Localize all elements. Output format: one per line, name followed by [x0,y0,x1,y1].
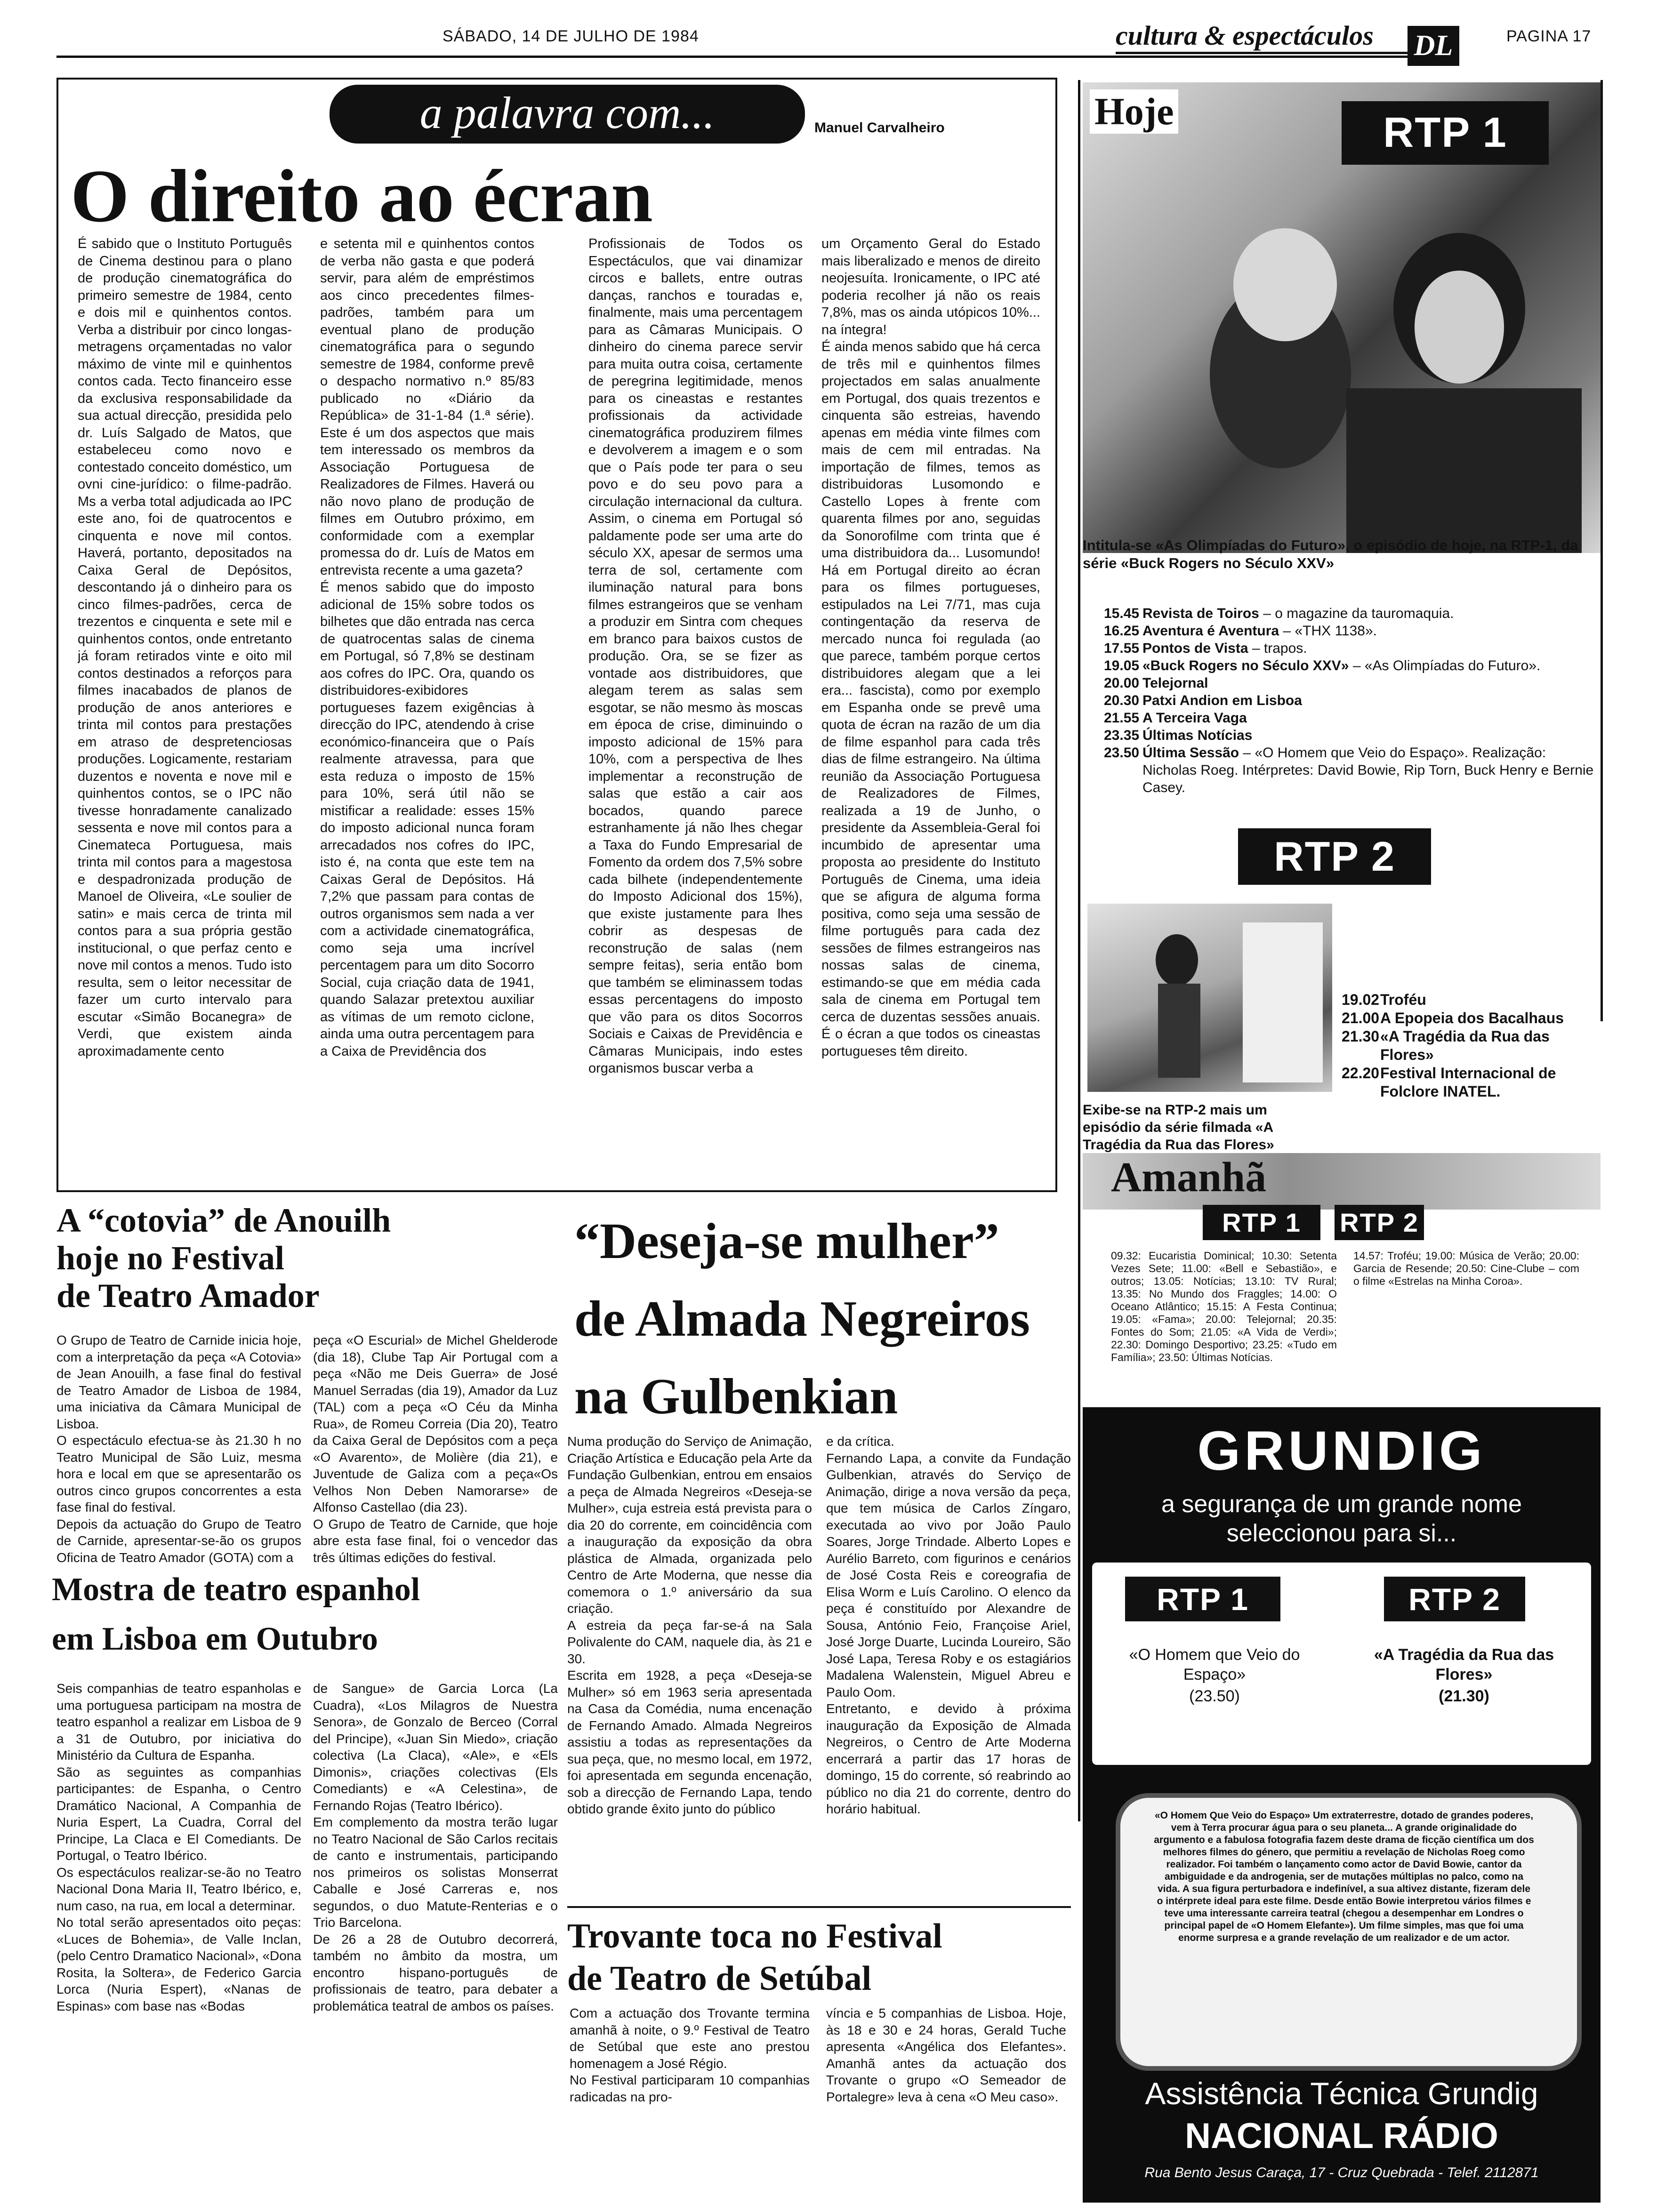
rtp1-schedule-program: A Terceira Vaga [1142,710,1247,726]
rtp2-schedule-program: Troféu [1380,991,1426,1008]
rtp1-schedule-time: 21.55 [1104,710,1140,726]
trovante-headline-2: de Teatro de Setúbal [567,1959,872,1998]
rtp2-schedule-row [1342,1009,1601,1027]
grundig-rtp2-film: «A Tragédia da Rua das Flores» [1374,1646,1554,1683]
rtp1-schedule-program: Última Sessão – «O Homem que Veio do Espaço». Realização: Nicholas Roeg. Intérpretes: David Bowie, Rip Torn, Buck Henry e Bernie Casey. [1142,745,1594,795]
grundig-rtp2-time: (21.30) [1439,1687,1489,1705]
rtp1-logo: RTP 1 [1342,101,1549,165]
trovante-col-2: víncia e 5 companhias de Lisboa. Hoje, às 18 e 30 e 24 horas, Gerald Tuche apresenta «Angélica dos Elefantes». Amanhã antes da actuação dos Trovante o grupo «O Semeador de Portalegre» leva à cena «O Meu caso». [826,2006,1066,2104]
rtp2-schedule-program: «A Tragédia da Rua das Flores» [1380,1028,1550,1063]
rtp1-schedule-time: 16.25 [1104,623,1140,639]
grundig-rtp2-logo: RTP 2 [1384,1577,1525,1621]
rtp2-schedule-time: 22.20 [1342,1065,1380,1082]
header-rule-section [1116,52,1408,54]
tv-section-right-rule [1601,80,1603,1021]
mostra-headline-2: em Lisboa em Outubro [52,1621,378,1657]
main-article-col-4: um Orçamento Geral do Estado mais liberalizado e menos de direito neojesuíta. Ironicamente, o IPC até poderia recolher já não os reais 7,8%, mas os ainda utópicos 10%... na íntegra! É ainda menos sabido que há cerca de três mil e quinhentos filmes projectados em salas anualmente em Portugal, dos quais trezentos e cinquenta são estreias, havendo apenas em média vinte filmes com mais de cem mil entradas. Na importação de filmes, temos as distribuidoras Lusomondo e Castello Lopes à frente com quarenta filmes por ano, seguidas da Sonorofilme com trinta que é uma distribuidora da... Lusomundo! Há em Portugal direito ao écran para os filmes portugueses, estipulados na Lei 7/71, mas cuja contingentação da reserva de mercado nunca foi regulada (ao que parece, também porque certos distribuidores alegam que a lei era... fascista), como por exemplo em Espanha onde se prevê uma quota de écran na razão de um dia de filme espanhol para cada três dias de filme estrangeiro. Na última reunião da Associação Portuguesa de Realizadores de Filmes, realizada a 19 de Junho, o presidente da Assembleia-Geral foi incumbido de apresentar uma proposta ao presidente do Instituto Português de Cinema, uma ideia que se afigura de alguma forma positiva, como seja uma sessão de filme português para cada dez sessões de filmes estrangeiros nas nossas salas de cinema, estimando-se que em média cada sala de cinema em Portugal tem cerca de duzentas sessões anuais. É o écran a que todos os cineastas portugueses têm direito. [821,236,1040,1059]
photo-caption: Intitula-se «As Olimpíadas do Futuro», o episódio de hoje, na RTP-1, da série «Buck Rogers no Século XXV» [1083,537,1578,571]
rtp1-schedule-time: 19.05 [1104,658,1140,673]
main-article-col-3: Profissionais de Todos os Espectáculos, que vai dinamizar circos e ballets, entre outras danças, ranchos e touradas e, finalmente, mais uma percentagem para as Câmaras Municipais. O dinheiro do cinema parece servir para muita outra coisa, certamente de peregrina legitimidade, menos para os cineastas e restantes profissionais da actividade cinematográfica produzirem filmes e devolverem a imagem e o som que o País pode ter para o seu povo e do seu povo para a circulação internacional da cultura. Assim, o cinema em Portugal só paldamente pode ser uma arte do século XX, apesar de sermos uma terra de sol, certamente com iluminação natural para bons filmes estrangeiros que se venham a produzir em Sintra com cheques em branco para baixos custos de produção. Ora, se se fizer as vontade aos distribuidores, que alegam terem as salas sem esgotar, se não mesmo às moscas em época de crise, diminuindo o imposto adicional de 15% para 10%, com a perspectiva de lhes implementar a reconstrução de salas que estão a cair aos bocados, quando parece estranhamente já não lhes chegar a Taxa do Fundo Empresarial de Fomento da ordem dos 7,5% sobre cada bilhete (independentemente do Imposto Adicional dos 15%), que existe justamente para lhes cobrir as despesas de reconstrução de salas (nem sempre feitas), seria então bom que também se eliminassem todas essas percentagens do imposto que vão para os ditos Socorros Sociais e Caixas de Previdência e Câmaras Municipais, indo estes organismos buscar verba a [588,236,803,1076]
rtp1-schedule-row [1104,727,1603,744]
trovante-rule [567,1906,1071,1908]
rtp1-schedule-time: 15.45 [1104,606,1140,621]
cotovia-headline-2: hoje no Festival [56,1239,284,1277]
grundig-rtp1-film: «O Homem que Veio do Espaço» [1129,1646,1300,1683]
mostra-col-2: de Sangue» de Garcia Lorca (La Cuadra), «Los Milagros de Nuestra Senora», de Gonzalo de Berceo (Corral del Principe), «Juan Sin Miedo», criação colectiva (La Claca), «Ale», e «Els Dimonis», criações colectivas (Els Comediants) e «A Celestina», de Fernando Rojas (Teatro Ibérico). Em complemento da mostra terão lugar no Teatro Nacional de São Carlos recitais de canto e instrumentais, participando nos primeiros os solistas Monserrat Caballe e José Carreras e, nos segundos, o duo Matute-Renterias e o Trio Barcelona. De 26 a 28 de Outubro decorrerá, também no âmbito da mostra, um encontro hispano-português de profissionais de teatro, para debater a problemática teatral de ambos os países. [313,1681,558,2013]
rtp1-schedule-row [1104,692,1603,709]
rtp2-schedule-time: 21.00 [1342,1010,1380,1026]
tv-section-divider [1078,80,1080,1821]
rtp1-schedule-time: 20.00 [1104,675,1140,691]
rtp2-caption: Exibe-se na RTP-2 mais um episódio da série filmada «A Tragédia da Rua das Flores» [1083,1102,1274,1153]
rtp1-schedule-row [1104,674,1603,692]
amanha-rtp1-schedule: 09.32: Eucaristia Dominical; 10.30: Setenta Vezes Sete; 11.00: «Bell e Sebastião», e outros; 13.05: Notícias; 13.10: TV Rural; 13.35: No Mundo dos Fraggles; 14.00: O Oceano Atlântico; 15.15: A Festa Continua; 19.05: «Fama»; 20.00: Telejornal; 20.35: Fontes do Som; 21.05: «A Vida de Verdi»; 22.30: Domingo Desportivo; 23.25: «Tudo em Família»; 23.50: Últimas Notícias. [1111,1250,1337,1363]
grundig-rtp1-logo: RTP 1 [1125,1577,1280,1621]
rtp1-schedule-row [1104,657,1603,674]
amanha-rtp2-schedule: 14.57: Troféu; 19.00: Música de Verão; 20.00: Garcia de Resende; 20.50: Cine-Clube – com o filme «Estrelas na Minha Coroa». [1353,1250,1579,1287]
grundig-company: NACIONAL RÁDIO [1185,2116,1498,2156]
rtp1-schedule-time: 17.55 [1104,641,1140,656]
cotovia-headline-1: A “cotovia” de Anouilh [56,1202,391,1239]
rtp2-schedule-time: 21.30 [1342,1028,1380,1045]
rtp1-schedule-program: Aventura é Aventura – «THX 1138». [1142,623,1377,639]
grundig-ad [1083,1407,1601,2203]
rtp1-schedule-program: Pontos de Vista – trapos. [1142,641,1307,656]
grundig-tagline: a segurança de um grande nome seleccionou para si... [1161,1491,1522,1547]
trovante-headline-1: Trovante toca no Festival [567,1917,942,1956]
rtp2-logo: RTP 2 [1238,828,1431,885]
rtp2-photo [1087,904,1332,1092]
rtp2-schedule-row [1342,1027,1601,1064]
header-rule [56,56,1408,58]
rtp1-schedule-program: «Buck Rogers no Século XXV» – «As Olimpíadas do Futuro». [1142,658,1541,673]
grundig-service: Assistência Técnica Grundig [1145,2076,1538,2111]
rtp1-schedule-time: 23.35 [1104,728,1140,743]
cotovia-headline-3: de Teatro Amador [56,1277,320,1314]
rtp2-schedule-time: 19.02 [1342,991,1380,1008]
date-line: SÁBADO, 14 DE JULHO DE 1984 [442,27,699,45]
main-article-col-1: É sabido que o Instituto Português de Cinema destinou para o plano de produção cinematográfica do primeiro semestre de 1984, cento e dois mil e quinhentos contos. Verba a distribuir por cinco longas-metragens orçamentadas no valor máximo de vinte mil e quinhentos contos cada. Tecto financeiro esse da exclusiva responsabilidade da sua actual direcção, presidida pelo dr. Luís Salgado de Matos, que estabeleceu como novo e contestado conceito doméstico, um ovni cine-jurídico: o filme-padrão. Ms a verba total adjudicada ao IPC este ano, foi de quatrocentos e cinquenta e nove mil contos. Haverá, portanto, depositados na Caixa Geral de Depósitos, descontando já o dinheiro para os cinco filmes-padrões, cerca de trezentos e cinquenta e sete mil e quinhentos contos, onde entretanto já foram retirados vinte e oito mil contos destinados a reforços para filmes inacabados de planos de produção de anos anteriores e trinta mil contos para prestações em atraso de despretenciosas produções. Logicamente, restariam duzentos e noventa e nove mil e quinhentos contos, se o IPC não tivesse honradamente canalizado sessenta e nove mil contos para a Cinemateca Portuguesa, mais trinta mil contos para a magestosa e despadronizada produção de Manoel de Oliveira, «Le soulier de satin» e mais cerca de trinta mil contos para a sua própria gestão institucional, o que perfaz cento e nove mil contos a menos. Tudo isto resulta, sem o leitor necessitar de fazer um curto intervalo para escutar «Simão Bocanegra» de Verdi, que existem ainda aproximadamente cento [78,236,292,1059]
rtp1-schedule-time: 20.30 [1104,693,1140,708]
amanha-rtp1-logo: RTP 1 [1203,1205,1320,1240]
amanha-label: Amanhã [1111,1154,1267,1201]
section-title: cultura & espectáculos [1116,20,1374,51]
rtp1-schedule-program: Revista de Toiros – o magazine da tauromaquia. [1142,606,1454,621]
grundig-address: Rua Bento Jesus Caraça, 17 - Cruz Quebrada - Telef. 2112871 [1144,2165,1539,2180]
rtp1-schedule-row [1104,605,1603,622]
main-article-col-2: e setenta mil e quinhentos contos de verba não gasta e que poderá servir, para além de empréstimos aos cinco precedentes filmes-padrões, também para um eventual plano de produção cinematográfica para o segundo semestre de 1984, conforme prevê o despacho normativo n.º 85/83 publicado no «Diário da República» de 31-1-84 (1.ª série). Este é um dos aspectos que mais tem interessado os membros da Associação Portuguesa de Realizadores de Filmes. Haverá ou não novo plano de produção de filmes em Outubro próximo, em conformidade com a exemplar promessa do dr. Luís de Matos em entrevista recente a uma gazeta? É menos sabido que do imposto adicional de 15% sobre todos os bilhetes que dão entrada nas cerca de quatrocentas salas de cinema em Portugal, só 7,8% se destinam aos cofres do IPC. Ora, quando os distribuidores-exibidores portugueses fazem exigências à direcção do IPC, atendendo à crise económico-financeira que o País realmente atravessa, para que esta reduza o imposto de 15% para 10%, será útil não se mistificar a realidade: esses 15% do imposto adicional nunca foram arrecadados nos cofres do IPC, isto é, na conta que este tem na Caixas Geral de Depósitos. Há 7,2% que passam para contas de outros organismos sem nada a ver com a actividade cinematográfica, como seja uma incrível percentagem para um dito Socorro Social, cuja criação data de 1941, quando Salazar pretextou auxiliar as vítimas de um remoto ciclone, ainda uma outra percentagem para a Caixa de Previdência dos [320,236,534,1059]
almada-col-2: e da crítica. Fernando Lapa, a convite da Fundação Gulbenkian, através do Serviço de Animação, dirige a nova versão da peça, que tem música de Carlos Zíngaro, executada ao vivo por João Paulo Soares, Jorge Trindade. Alberto Lopes e Aurélio Barreto, com figurinos e cenários de José Costa Reis e coreografia de Elisa Worm e Luís Carolino. O elenco da peça é constituído por Alexandre de Sousa, António Feio, Françoise Ariel, José Jorge Duarte, Lucinda Loureiro, São José Lapa, Teresa Roby e os estagiários Madalena Walenstein, Miguel Abreu e Paulo Oom. Entretanto, e devido à próxima inauguração da Exposição de Almada Negreiros, o Centro de Arte Moderna encerrará a partir das 17 horas de domingo, 15 do corrente, só reabrindo ao público no dia 21 do corrente, dentro do horário habitual. [826,1434,1071,1816]
mostra-col-1: Seis companhias de teatro espanholas e uma portuguesa participam na mostra de teatro espanhol a realizar em Lisboa de 9 a 31 de Outubro, por iniciativa do Ministério da Cultura de Espanha. São as seguintes as companhias participantes: de Espanha, o Centro Dramático Nacional, A Companhia de Nuria Espert, La Cuadra, Corral del Principe, La Claca e El Comediants. De Portugal, o Teatro Ibérico. Os espectáculos realizar-se-ão no Teatro Nacional Dona Maria II, Teatro Ibérico, e, num caso, na rua, em local a determinar. No total serão apresentados oito peças: «Luces de Bohemia», de Valle Inclan, (pelo Centro Dramatico Nacional», «Dona Rosita, la Soltera», de Federico Garcia Lorca (Nuria Espert), «Nanas de Espinas» com base nas «Bodas [56,1681,301,2013]
rtp1-schedule-row [1104,622,1603,640]
grundig-rtp1-time: (23.50) [1189,1687,1240,1705]
main-headline: O direito ao écran [71,154,653,238]
almada-headline-1: “Deseja-se mulher” [574,1213,999,1269]
rtp2-schedule-row [1342,1064,1601,1101]
cotovia-col-1: O Grupo de Teatro de Carnide inicia hoje, com a interpretação da peça «A Cotovia» de Jean Anouilh, a fase final do festival de Teatro Amador de Lisboa de 1984, uma iniciativa da Câmara Municipal de Lisboa. O espectáculo efectua-se às 21.30 h no Teatro Municipal de São Luiz, mesma hora e local em que se apresentarão os outros cinco grupos concorrentes a esta fase final do festival. Depois da actuação do Grupo de Teatro de Carnide, apresentar-se-ão os grupos Oficina de Teatro Amador (GOTA) com a [56,1333,301,1565]
almada-headline-3: na Gulbenkian [574,1369,898,1425]
rtp1-schedule-program: Patxi Andion em Lisboa [1142,693,1302,708]
hoje-label: Hoje [1090,89,1178,134]
rtp2-schedule-row [1342,991,1601,1009]
newspaper-logo: DL [1408,26,1459,66]
kicker-text: a palavra com... [419,88,715,138]
rtp1-schedule-row [1104,709,1603,727]
rtp2-schedule-program: A Epopeia dos Bacalhaus [1380,1010,1564,1026]
cotovia-col-2: peça «O Escurial» de Michel Ghelderode (dia 18), Clube Tap Air Portugal com a peça «Não me Deis Guerra» de José Manuel Serradas (dia 19), Amador da Luz (TAL) com a peça «O Céu da Minha Rua», de Romeu Correia (Dia 20), Teatro da Caixa Geral de Depósitos com a peça «O Avarento», de Molière (dia 21), e Juventude de Galiza com a peça«Os Velhos Non Deben Namorarse» de Alfonso Castellao (dia 23). O Grupo de Teatro de Carnide, que hoje abre esta fase final, foi o vencedor das três últimas edições do festival. [313,1333,558,1565]
trovante-col-1: Com a actuação dos Trovante termina amanhã à noite, o 9.º Festival de Teatro de Setúbal que este ano prestou homenagem a José Régio. No Festival participaram 10 companhias radicadas na pro- [570,2006,810,2104]
rtp1-schedule [1104,605,1603,796]
almada-headline-2: de Almada Negreiros [574,1291,1030,1347]
mostra-headline-1: Mostra de teatro espanhol [52,1571,420,1608]
grundig-brand: GRUNDIG [1197,1420,1486,1482]
tv-screen-text: «O Homem Que Veio do Espaço» Um extraterrestre, dotado de grandes poderes, vem à Terra procurar água para o seu planeta... A grande originalidade do argumento e a fabulosa fotografia fazem deste drama de ficção científica um dos melhores filmes do género, que permitiu a revelação de Nicholas Roeg como realizador. Foi também o lançamento como actor de David Bowie, cantor da ambiguidade e da androgenia, ser de mutações múltiplas no palco, como na vida. A sua figura perturbadora e indefinível, a sua altivez distante, fizeram dele o intérprete ideal para este filme. Desde então Bowie interpretou vários filmes e teve uma interessante carreira teatral (chegou a desempenhar em Londres o principal papel de «O Homem Elefante»). Um filme simples, mas que foi uma enorme surpresa e a grande revelação de um realizador e de um actor. [1154,1810,1534,1943]
rtp1-schedule-row [1104,640,1603,657]
rtp1-schedule-program: Telejornal [1142,675,1208,691]
rtp1-schedule-program: Últimas Notícias [1142,728,1253,743]
rtp1-schedule-row [1104,744,1603,796]
amanha-rtp2-logo: RTP 2 [1335,1205,1424,1240]
page-number: PAGINA 17 [1506,27,1592,45]
almada-col-1: Numa produção do Serviço de Animação, Criação Artística e Educação pela Arte da Fundação Gulbenkian, entrou em ensaios a peça de Almada Negreiros «Deseja-se Mulher», cuja estreia está prevista para o dia 20 do corrente, em coincidência com a inauguração da exposição da obra plástica de Almada, organizada pelo Centro de Arte Moderna, que nesse dia comemora o 1.º aniversário da sua criação. A estreia da peça far-se-á na Sala Polivalente do CAM, naquele dia, às 21 e 30. Escrita em 1928, a peça «Deseja-se Mulher» só em 1963 seria apresentada na Casa da Comédia, numa encenação de Fernando Amado. Almada Negreiros assistiu a todas as representações da sua peça, que, no mesmo local, em 1972, foi apresentada em segunda encenação, sob a direcção de Fernando Lapa, tendo obtido grande êxito junto do público [567,1434,812,1816]
rtp1-schedule-time: 23.50 [1104,745,1140,761]
rtp2-schedule [1342,991,1601,1101]
rtp2-schedule-program: Festival Internacional de Folclore INATEL. [1380,1065,1556,1100]
author-byline: Manuel Carvalheiro [814,120,945,136]
